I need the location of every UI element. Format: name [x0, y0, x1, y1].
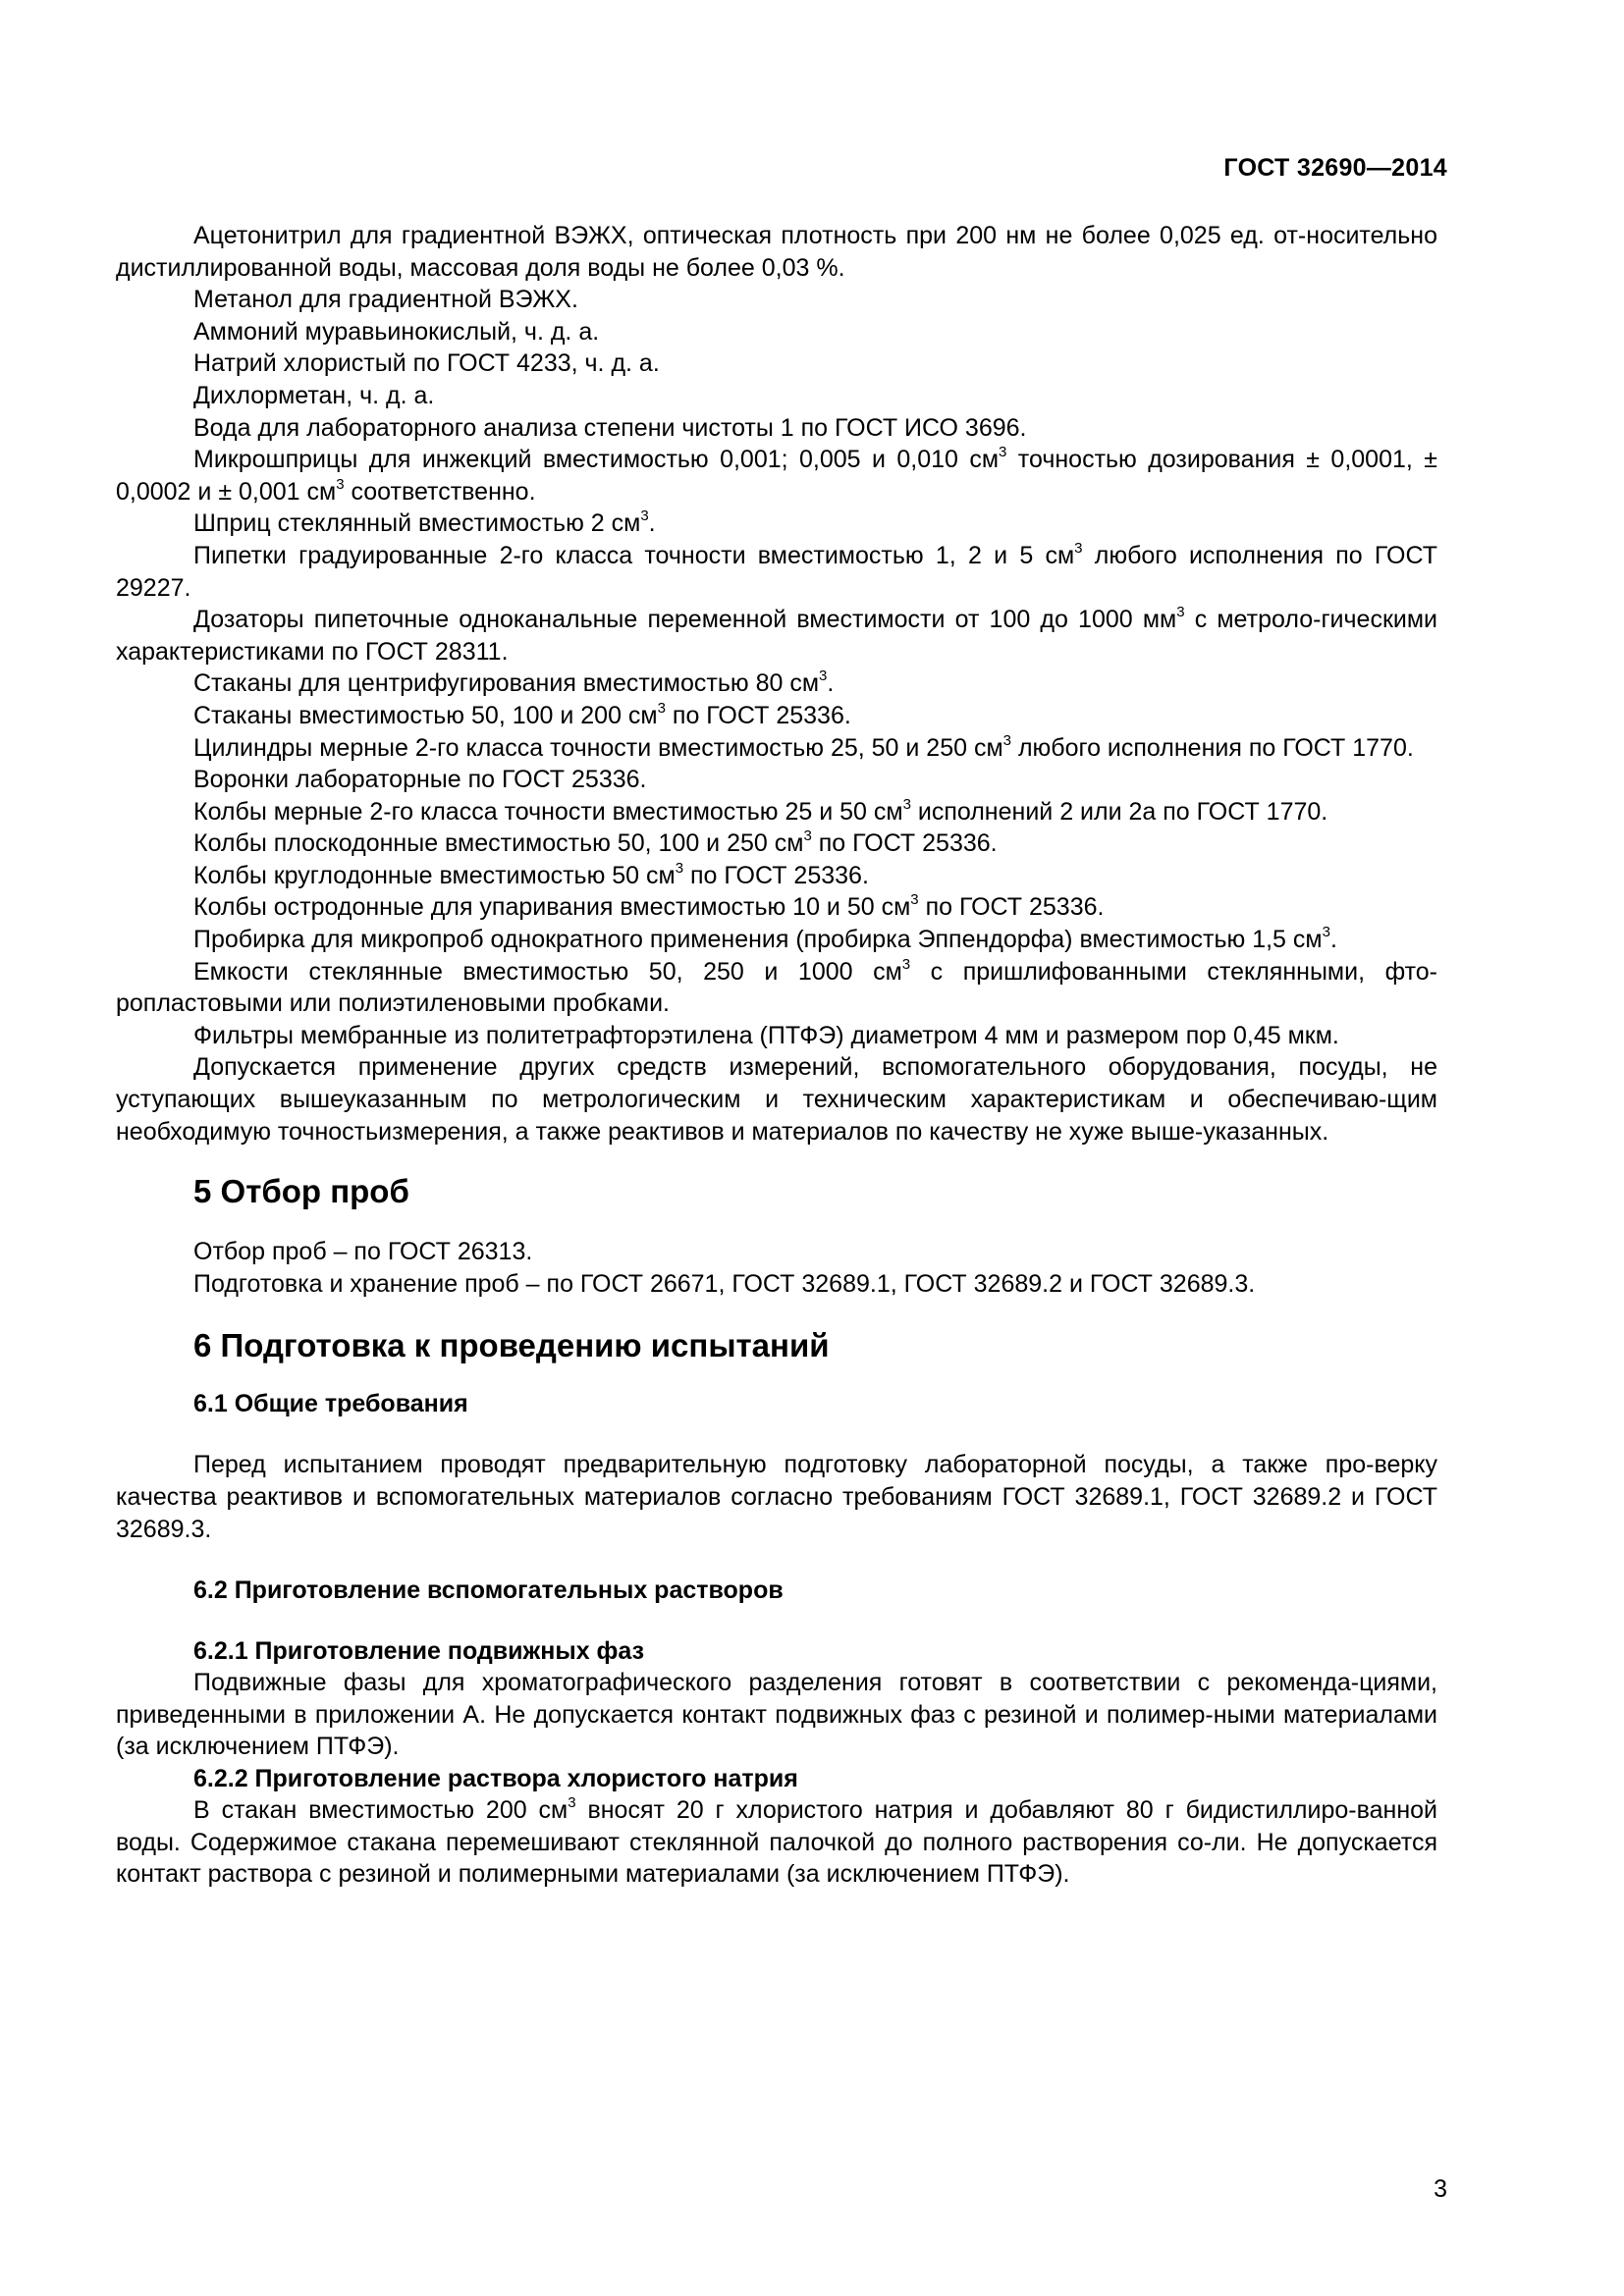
subsection-6-2-2-text: В стакан вместимостью 200 $см^3$ вносят 20 г хлористого натрия и добавляют 80 г бидистиллиро-ванной воды. Содержимое стакана перемешивают стеклянной палочкой до полного растворения со-ли. Не допускается контакт раствора с резиной и полимерными материалами (за исключением ПТФЭ).	[116, 1793, 1437, 1889]
subsection-6-2-1-heading: 6.2.1 Приготовление подвижных фаз	[193, 1637, 645, 1666]
section-5-heading: 5 Отбор проб	[193, 1173, 409, 1210]
paragraph-beakers: Стаканы вместимостью 50, 100 и 200 $см^3$ по ГОСТ 25336.	[193, 699, 851, 729]
paragraph-microsyringes: Микрошприцы для инжекций вместимостью 0,001; 0,005 и 0,010 $см^3$ точностью дозирования ± 0,0001, ± 0,0002 и ± 0,001 $см^3$ соответственно.	[116, 444, 1437, 506]
paragraph-dispensers: Дозаторы пипеточные одноканальные переменной вместимости от 100 до 1000 $мм^3$ с метроло-гическими характеристиками по ГОСТ 28311.	[116, 604, 1438, 666]
paragraph-sodium-chloride: Натрий хлористый по ГОСТ 4233, ч. д. а.	[193, 349, 660, 378]
paragraph-funnels: Воронки лабораторные по ГОСТ 25336.	[193, 766, 647, 794]
paragraph-water: Вода для лабораторного анализа степени чистоты 1 по ГОСТ ИСО 3696.	[193, 413, 1027, 442]
paragraph-conical-flasks: Колбы остродонные для упаривания вместимостью 10 и 50 $см^3$ по ГОСТ 25336.	[193, 891, 1105, 922]
paragraph-pipettes: Пипетки градуированные 2-го класса точности вместимостью 1, 2 и 5 $см^3$ любого исполнения по ГОСТ 29227.	[116, 539, 1437, 602]
document-code-header: ГОСТ 32690—2014	[1223, 154, 1447, 182]
paragraph-flat-bottom-flasks: Колбы плоскодонные вместимостью 50, 100 и 250 $см^3$ по ГОСТ 25336.	[193, 828, 998, 858]
paragraph-methanol: Метанол для градиентной ВЭЖХ.	[193, 286, 578, 314]
subsection-6-1-heading: 6.1 Общие требования	[193, 1390, 468, 1418]
subsection-6-1-text: Перед испытанием проводят предварительную подготовку лабораторной посуды, а также про-верку качества реактивов и вспомогательных материалов согласно требованиям ГОСТ 32689.1, ГОСТ 32689.2 и ГОСТ 32689.3.	[116, 1451, 1437, 1543]
paragraph-ammonium-formate: Аммоний муравьинокислый, ч. д. а.	[193, 317, 600, 346]
paragraph-glass-containers: Емкости стеклянные вместимостью 50, 250 и 1000 $см^3$ с пришлифованными стеклянными, фто-ропластовыми или полиэтиленовыми пробками.	[116, 955, 1438, 1018]
document-body	[116, 220, 1437, 1891]
paragraph-centrifuge-beakers: Стаканы для центрифугирования вместимостью 80 $см^3$.	[193, 667, 835, 698]
subsection-6-2-2-heading: 6.2.2 Приготовление раствора хлористого натрия	[193, 1764, 798, 1792]
paragraph-dichloromethane: Дихлорметан, ч. д. а.	[193, 381, 435, 409]
paragraph-glass-syringe: Шприц стеклянный вместимостью 2 $см^3$.	[193, 507, 656, 538]
subsection-6-2-heading: 6.2 Приготовление вспомогательных растворов	[193, 1576, 784, 1605]
paragraph-cylinders: Цилиндры мерные 2-го класса точности вместимостью 25, 50 и 250 $см^3$ любого исполнения по ГОСТ 1770.	[193, 731, 1414, 762]
paragraph-volumetric-flasks: Колбы мерные 2-го класса точности вместимостью 25 и 50 $см^3$ исполнений 2 или 2а по ГОСТ 1770.	[193, 795, 1328, 826]
subsection-6-2-1-text: Подвижные фазы для хроматографического разделения готовят в соответствии с рекоменда-циями, приведенными в приложении А. Не допускается контакт подвижных фаз с резиной и полимер-ными материалами (за исключением ПТФЭ).	[116, 1669, 1437, 1761]
page-number: 3	[1434, 2175, 1447, 2203]
section-5-paragraph-preparation: Подготовка и хранение проб – по ГОСТ 26671, ГОСТ 32689.1, ГОСТ 32689.2 и ГОСТ 32689.3.	[193, 1269, 1256, 1298]
section-6-heading: 6 Подготовка к проведению испытаний	[193, 1327, 830, 1364]
paragraph-membrane-filters: Фильтры мембранные из политетрафторэтилена (ПТФЭ) диаметром 4 мм и размером пор 0,45 мкм.	[193, 1021, 1339, 1049]
section-5-paragraph-sampling: Отбор проб – по ГОСТ 26313.	[193, 1238, 533, 1266]
paragraph-eppendorf-tube: Пробирка для микропроб однократного применения (пробирка Эппендорфа) вместимостью 1,5 $см^3$.	[193, 924, 1337, 954]
paragraph-acetonitrile: Ацетонитрил для градиентной ВЭЖХ, оптическая плотность при 200 нм не более 0,025 ед. от-носительно дистиллированной воды, массовая доля воды не более 0,03 %.	[116, 222, 1437, 282]
paragraph-alternatives-allowed: Допускается применение других средств измерений, вспомогательного оборудования, посуды, не уступающих вышеуказанным по метрологическим и техническим характеристикам и обеспечиваю-щим необходимую точностьизмерения, а также реактивов и материалов по качеству не хуже выше-указанных.	[116, 1053, 1437, 1146]
paragraph-round-bottom-flasks: Колбы круглодонные вместимостью 50 $см^3$ по ГОСТ 25336.	[193, 859, 869, 889]
